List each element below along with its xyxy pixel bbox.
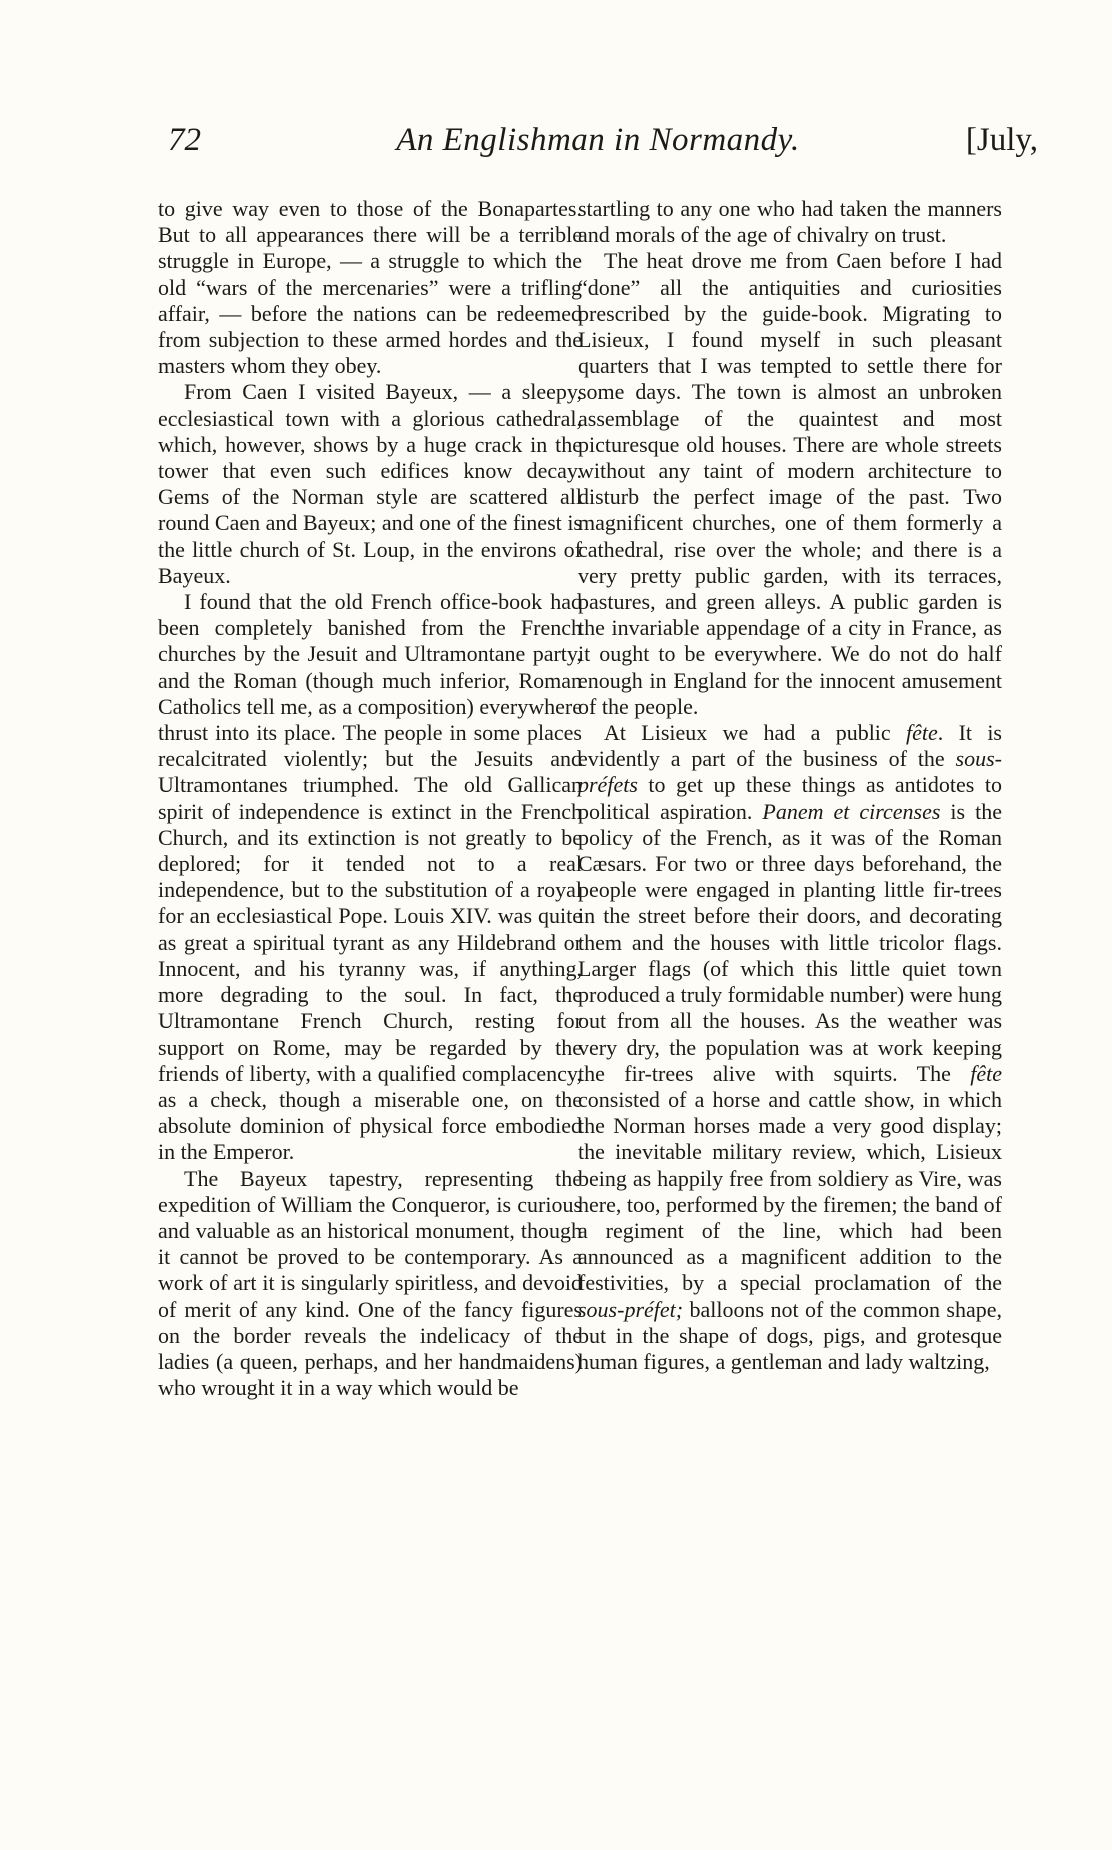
left-paragraph-3: I found that the old French office-book had been completely banished from the French churches by the Jesuit and Ultramontane party, and the Roman (though much inferior, Roman Catholics tell me, as a composition) everywhere thrust into its place. The people in some places recalcitrated violently; but the Jesuits and Ultramontanes triumphed. The old Gallican spirit of independence is extinct in the French Church, and its extinction is not greatly to be deplored; for it tended not to a real independence, but to the substitution of a royal for an ecclesiastical Pope. Louis XIV. was quite as great a spiritual tyrant as any Hildebrand or Innocent, and his tyranny was, if anything, more degrading to the soul. In fact, the Ultramontane French Church, resting for support on Rome, may be regarded by the friends of liberty, with a qualified complacency, as a check, though a miserable one, on the absolute dominion of physical force embodied in the Emperor. bbox=[158, 589, 582, 1165]
italic-sous-prefet: sous-préfet; bbox=[578, 1296, 684, 1322]
text-run: consisted of a horse and cattle show, in which the Norman horses made a very good display; the inevitable military review, which, Lisieux being as happily free from soldiery as Vire, was here, too, performed by the firemen; the band of a regiment of the line, which had been announced as a magnificent addition to the festivities, by a special proclamation of the bbox=[578, 1086, 1002, 1296]
left-paragraph-1: to give way even to those of the Bonapartes. But to all appearances there will be a terrible struggle in Europe, — a struggle to which the old “wars of the mercenaries” were a trifling affair, — before the nations can be redeemed from subjection to these armed hordes and the masters whom they obey. bbox=[158, 196, 582, 379]
text-run: At Lisieux we had a public bbox=[604, 720, 906, 746]
left-paragraph-4: The Bayeux tapestry, representing the expedition of William the Conqueror, is curious and valuable as an historical monument, though it cannot be proved to be contemporary. As a work of art it is singularly spiritless, and devoid of merit of any kind. One of the fancy figures on the border reveals the indelicacy of the ladies (a queen, perhaps, and her handmaidens) who wrought it in a way which would be bbox=[158, 1165, 582, 1401]
running-date: [July, bbox=[965, 122, 1038, 158]
page-number: 72 bbox=[168, 122, 201, 158]
left-paragraph-2: From Caen I visited Bayeux, — a sleepy, ecclesiastical town with a glorious cathedral, which, however, shows by a huge crack in the tower that even such edifices know decay. Gems of the Norman style are scattered all round Caen and Bayeux; and one of the finest is the little church of St. Loup, in the environs of Bayeux. bbox=[158, 379, 582, 588]
right-paragraph-2: The heat drove me from Caen before I had “done” all the antiquities and curiosities prescribed by the guide-book. Migrating to Lisieux, I found myself in such pleasant quarters that I was tempted to settle there for some days. The town is almost an unbroken assemblage of the quaintest and most picturesque old houses. There are whole streets without any taint of modern architecture to disturb the perfect image of the past. Two magnificent churches, one of them formerly a cathedral, rise over the whole; and there is a very pretty public garden, with its terraces, pastures, and green alleys. A public garden is the invariable appendage of a city in France, as it ought to be everywhere. We do not do half enough in England for the innocent amusement of the people. bbox=[578, 248, 1002, 719]
right-column bbox=[578, 196, 1002, 1375]
right-paragraph-1: startling to any one who had taken the manners and morals of the age of chivalry on trust. bbox=[578, 196, 1002, 248]
italic-fete: fête bbox=[970, 1060, 1002, 1086]
running-title: An Englishman in Normandy. bbox=[396, 122, 800, 158]
text-run: balloons not of the common shape, but in the shape of dogs, pigs, and grotesque human figures, a gentleman and lady waltzing, bbox=[578, 1296, 1002, 1374]
text-run: to get up these things as antidotes to political aspiration. bbox=[578, 772, 1002, 824]
italic-sous-prefets: sous-préfets bbox=[578, 746, 1002, 798]
italic-panem-et-circenses: Panem et circenses bbox=[762, 798, 941, 824]
right-paragraph-3 bbox=[578, 720, 1002, 1375]
text-run: is the policy of the French, as it was of the Roman Cæsars. For two or three days beforehand, the people were engaged in planting little fir-trees in the street before their doors, and decorating them and the houses with little tricolor flags. Larger flags (of which this little quiet town produced a truly formidable number) were hung out from all the houses. As the weather was very dry, the population was at work keeping the fir-trees alive with squirts. The bbox=[578, 798, 1002, 1086]
text-run: . It is evidently a part of the business of the bbox=[578, 720, 1002, 772]
italic-fete: fête bbox=[906, 720, 938, 746]
page-header bbox=[158, 118, 1038, 178]
left-column bbox=[158, 196, 582, 1401]
